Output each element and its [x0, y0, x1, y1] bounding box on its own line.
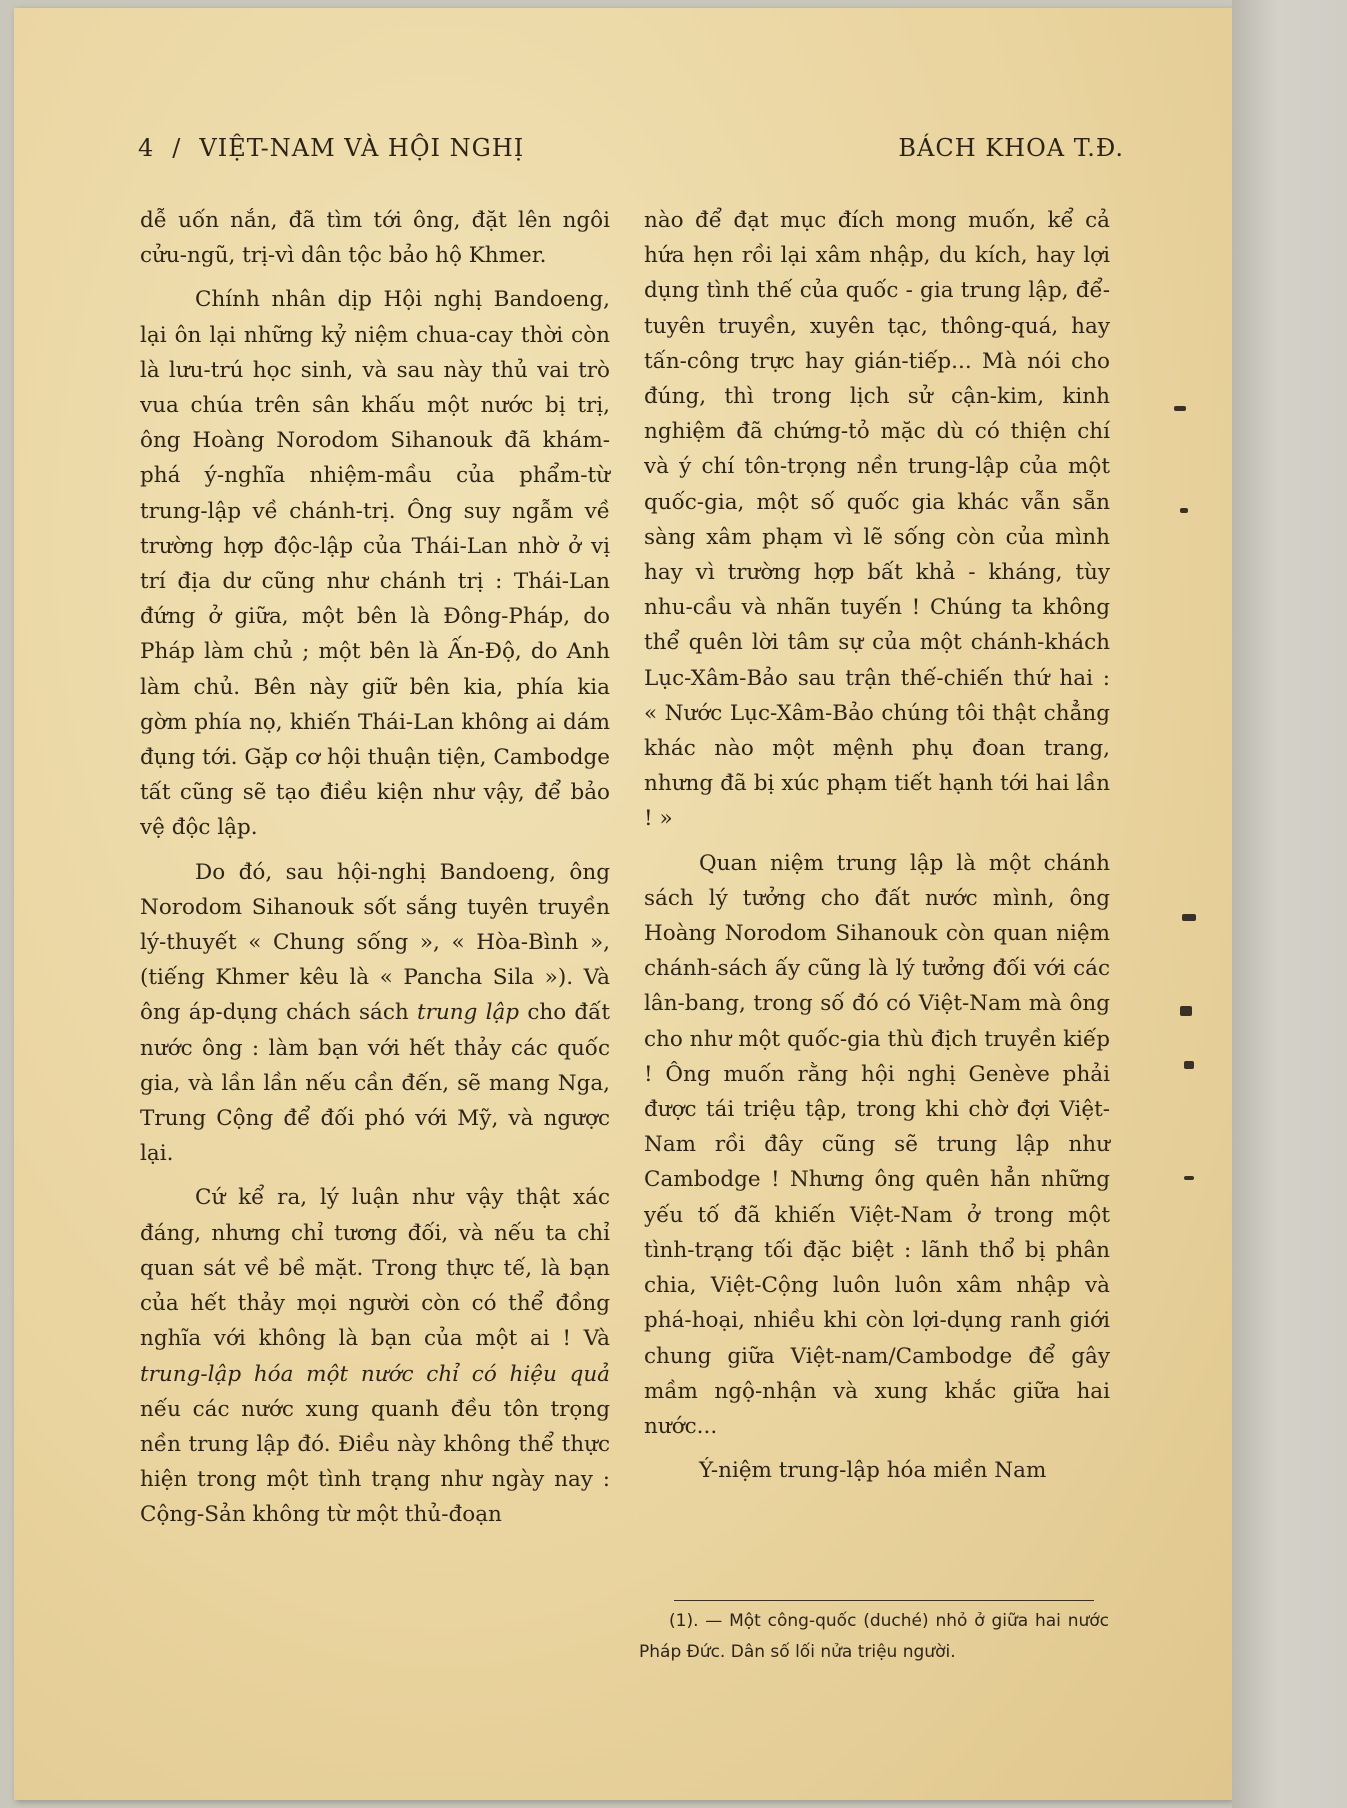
margin-mark — [1180, 1006, 1192, 1016]
emphasis: trung lập — [416, 1000, 520, 1026]
text-run: Cứ kể ra, lý luận như vậy thật xác đáng, nhưng chỉ tương đối, và nếu ta chỉ quan sát về bề mặt. Trong thực tế, là bạn của hết thảy mọi người còn có thể đồng nghĩa với không là bạn của một ai ! Và — [140, 1185, 610, 1352]
footnote-divider — [674, 1600, 1094, 1601]
margin-mark — [1180, 508, 1188, 513]
document-page — [14, 8, 1232, 1800]
header-separator: / — [172, 134, 182, 162]
emphasis: trung-lập hóa một nước chỉ có hiệu quả — [140, 1361, 610, 1387]
paragraph: Chính nhân dịp Hội nghị Bandoeng, lại ôn lại những kỷ niệm chua-cay thời còn là lưu-trú học sinh, và sau này thủ vai trò vua chúa trên sân khấu một nước bị trị, ông Hoàng Norodom Sihanouk đã khám-phá ý-nghĩa nhiệm-mầu của phẩm-từ trung-lập về chánh-trị. Ông suy ngẫm về trường hợp độc-lập của Thái-Lan nhờ ở vị trí địa dư cũng như chánh trị : Thái-Lan đứng ở giữa, một bên là Đông-Pháp, do Pháp làm chủ ; một bên là Ấn-Độ, do Anh làm chủ. Bên này giữ bên kia, phía kia gờm phía nọ, khiến Thái-Lan không ai dám đụng tới. Gặp cơ hội thuận tiện, Cambodge tất cũng sẽ tạo điều kiện như vậy, để bảo vệ độc lập. — [140, 287, 610, 841]
margin-mark — [1184, 1176, 1194, 1180]
paragraph — [140, 855, 610, 1172]
text-run: nếu các nước xung quanh đều tôn trọng nền trung lập đó. Điều này không thể thực hiện trong một tình trạng như ngày nay : Cộng-Sản không từ một thủ-đoạn — [140, 1396, 610, 1528]
right-column — [644, 203, 1110, 1488]
footnote — [639, 1606, 1109, 1668]
left-column — [140, 203, 610, 1533]
paragraph: dễ uốn nắn, đã tìm tới ông, đặt lên ngôi cửu-ngũ, trị-vì dân tộc bảo hộ Khmer. — [140, 208, 610, 269]
background-edge — [1232, 0, 1347, 1808]
page-number: 4 — [138, 134, 155, 162]
text-run: cho đất nước ông : làm bạn với hết thảy các quốc gia, và lần lần nếu cần đến, sẽ mang Nga, Trung Cộng để đối phó với Mỹ, và ngược lại. — [140, 1000, 610, 1167]
footnote-text: (1). — Một công-quốc (duché) nhỏ ở giữa hai nước Pháp Đức. Dân số lối nửa triệu người. — [639, 1611, 1109, 1662]
paragraph — [140, 1180, 610, 1532]
margin-mark — [1184, 1061, 1194, 1069]
publication-name: BÁCH KHOA T.Đ. — [898, 134, 1124, 162]
paragraph: Ý-niệm trung-lập hóa miền Nam — [699, 1458, 1047, 1484]
paragraph: Quan niệm trung lập là một chánh sách lý tưởng cho đất nước mình, ông Hoàng Norodom Sihanouk còn quan niệm chánh-sách ấy cũng là lý tưởng đối với các lân-bang, trong số đó có Việt-Nam mà ông cho như một quốc-gia thù địch truyền kiếp ! Ông muốn rằng hội nghị Genève phải được tái triệu tập, trong khi chờ đợi Việt-Nam rồi đây cũng sẽ trung lập như Cambodge ! Nhưng ông quên hẳn những yếu tố đã khiến Việt-Nam ở trong một tình-trạng tối đặc biệt : lãnh thổ bị phân chia, Việt-Cộng luôn luôn xâm nhập và phá-hoại, nhiều khi còn lợi-dụng ranh giới chung giữa Việt-nam/Cambodge để gây mầm ngộ-nhận và xung khắc giữa hai nước... — [644, 850, 1110, 1439]
margin-mark — [1174, 406, 1186, 411]
running-title: VIỆT-NAM VÀ HỘI NGHỊ — [199, 134, 525, 162]
running-header-left — [138, 134, 524, 162]
margin-mark — [1182, 914, 1196, 921]
text-run: Do đó, sau hội-nghị Bandoeng, ông Norodom Sihanouk sốt sắng tuyên truyền lý-thuyết « Chung sống », « Hòa-Bình », (tiếng Khmer kêu là « Pancha Sila »). Và ông áp-dụng chách sách — [140, 859, 610, 1026]
paragraph: nào để đạt mục đích mong muốn, kể cả hứa hẹn rồi lại xâm nhập, du kích, hay lợi dụng tình thế của quốc - gia trung lập, để-tuyên truyền, xuyên tạc, thông-quá, hay tấn-công trực hay gián-tiếp... Mà nói cho đúng, thì trong lịch sử cận-kim, kinh nghiệm đã chứng-tỏ mặc dù có thiện chí và ý chí tôn-trọng nền trung-lập của một quốc-gia, một số quốc gia khác vẫn sẵn sàng xâm phạm vì lẽ sống còn của mình hay vì trường hợp bất khả - kháng, tùy nhu-cầu và nhãn tuyến ! Chúng ta không thể quên lời tâm sự của một chánh-khách Lục-Xâm-Bảo sau trận thế-chiến thứ hai : « Nước Lục-Xâm-Bảo chúng tôi thật chẳng khác nào một mệnh phụ đoan trang, nhưng đã bị xúc phạm tiết hạnh tới hai lần ! » — [644, 208, 1110, 832]
